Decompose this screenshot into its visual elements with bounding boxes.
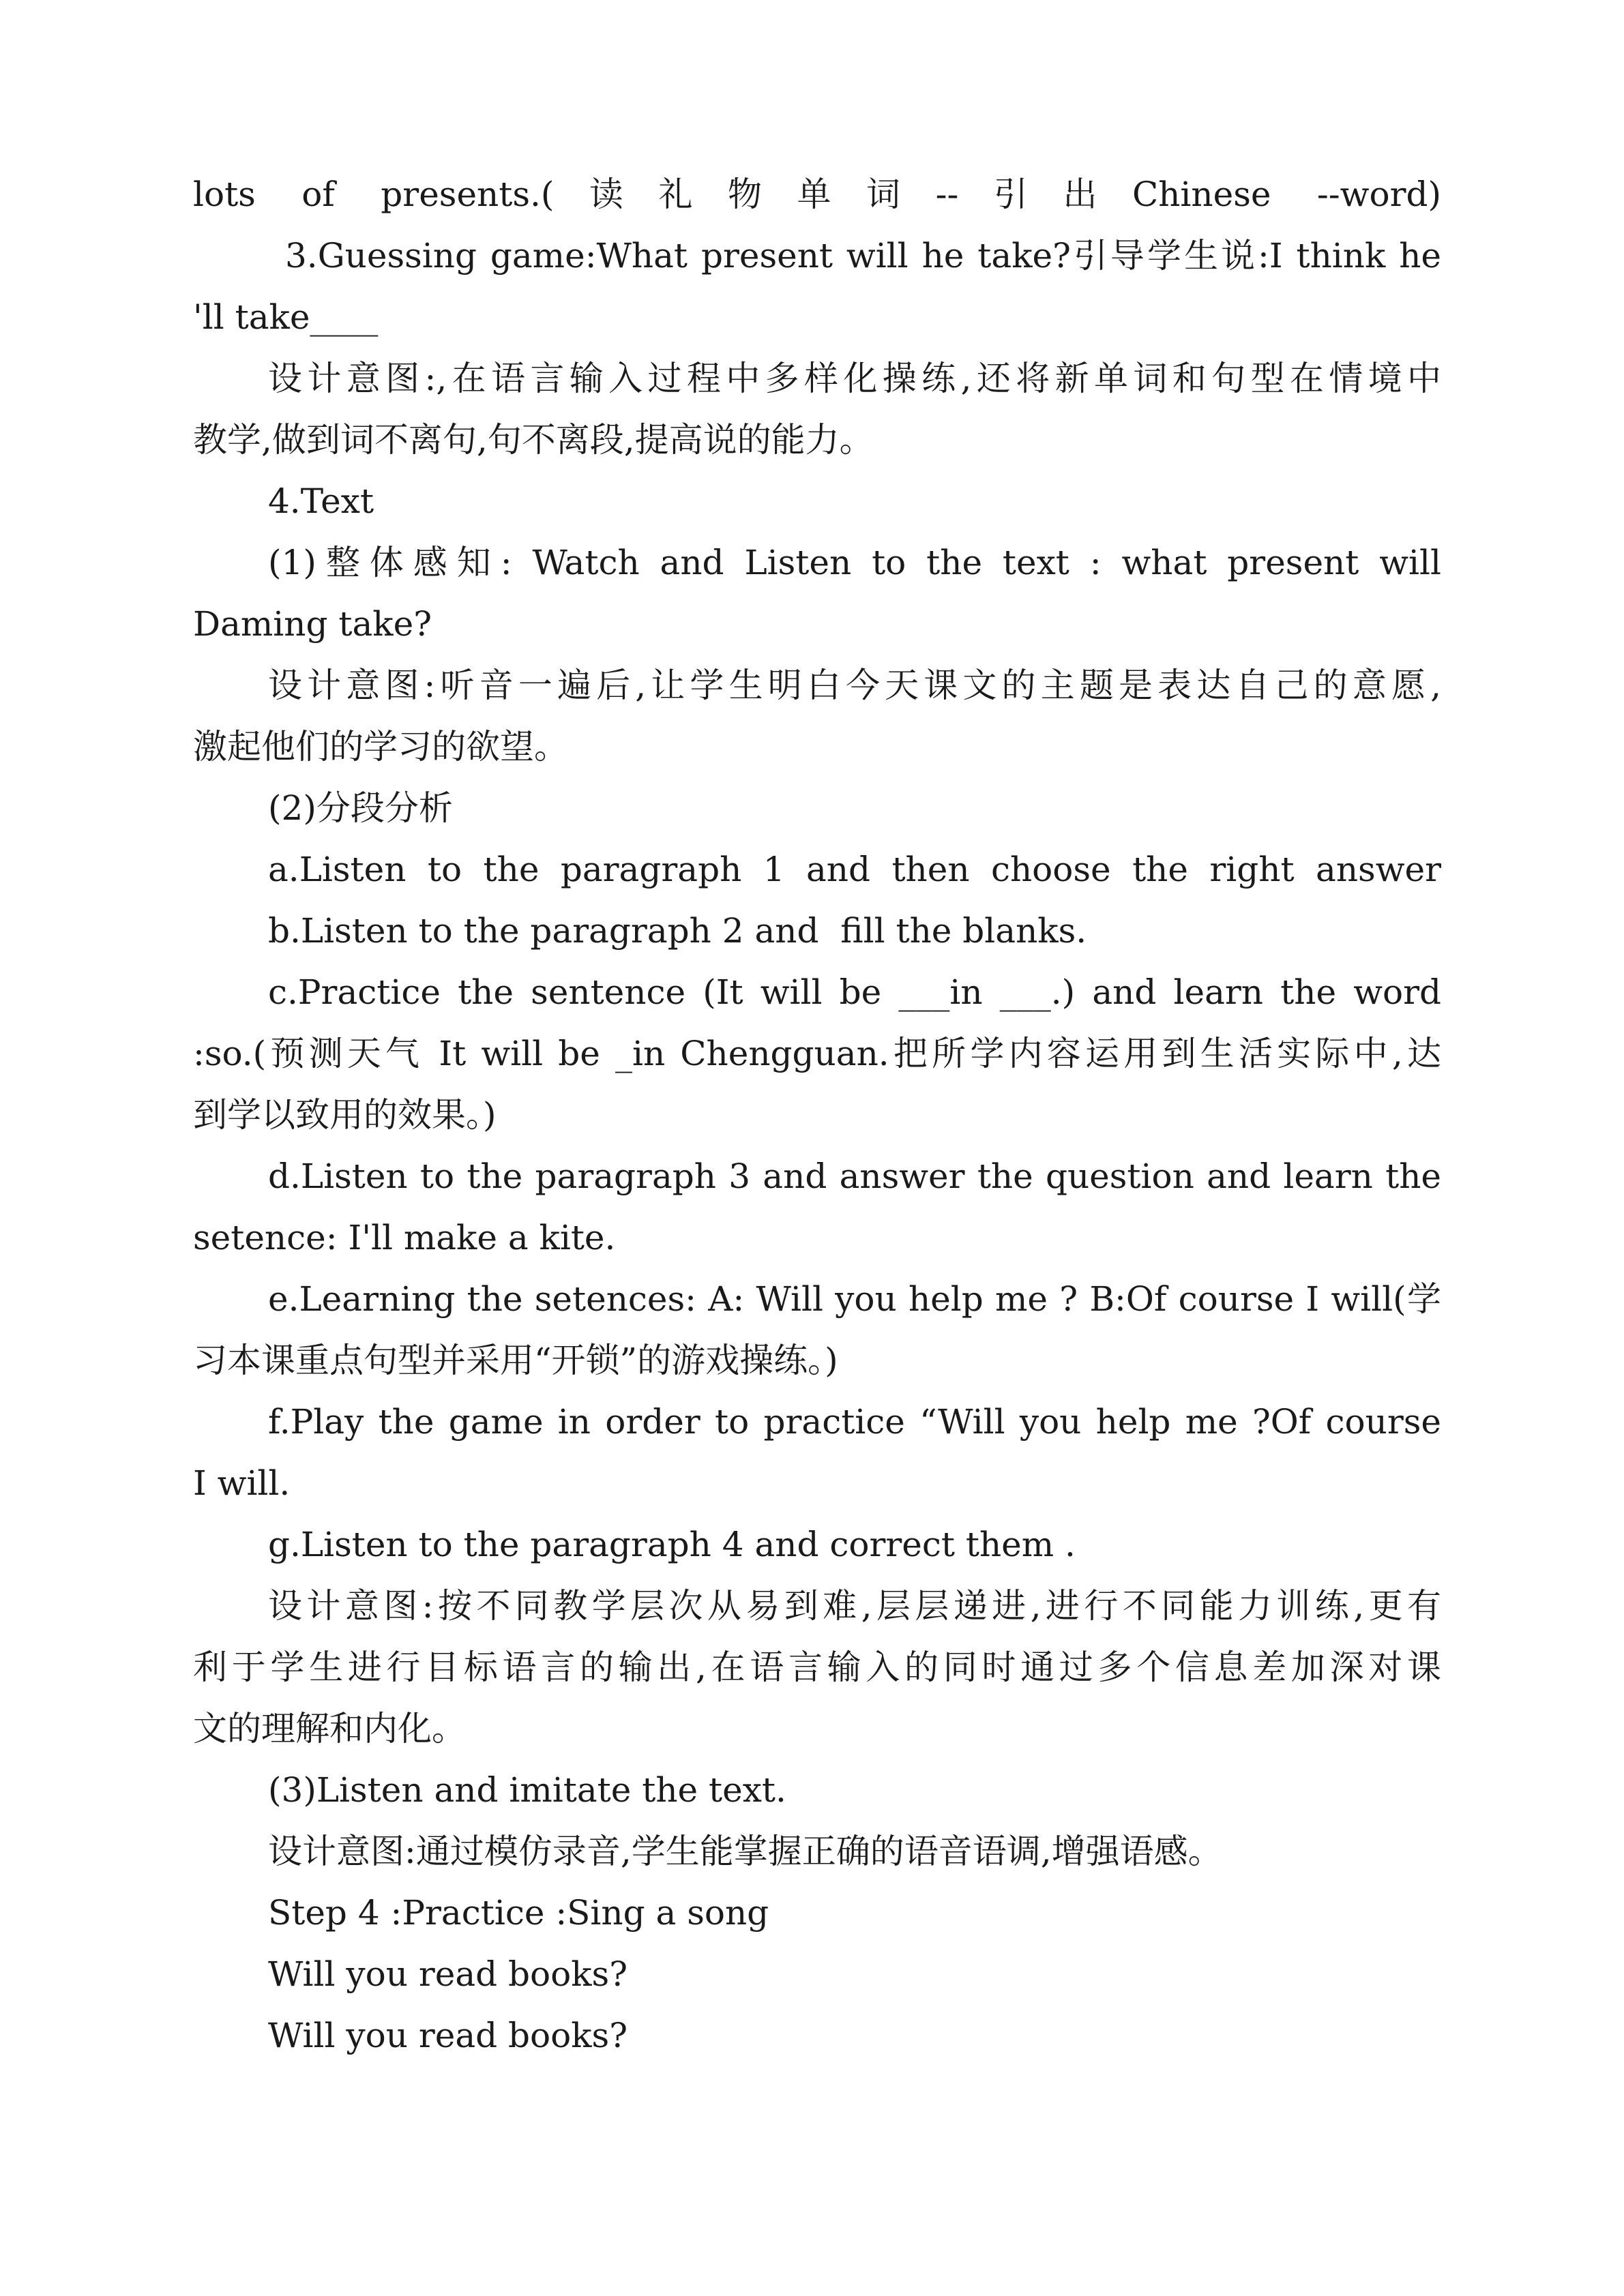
text-line: Step 4 :Practice :Sing a song [268, 1893, 769, 1933]
text-line: g.Listen to the paragraph 4 and correct them . [268, 1525, 1076, 1564]
text-line: 设计意图:通过模仿录音,学生能掌握正确的语音语调,增强语感。 [268, 1832, 1222, 1871]
text-line: 教学,做到词不离句,句不离段,提高说的能力。 [193, 420, 874, 460]
text-line: 3.Guessing game:What present will he take?引导学生说:I think he [285, 236, 1441, 275]
text-line: 激起他们的学习的欲望。 [193, 727, 568, 766]
text-line: c.Practice the sentence (It will be ___in ___.) and learn the word [268, 972, 1441, 1012]
text-line: 文的理解和内化。 [193, 1709, 466, 1748]
text-line: 设计意图:听音一遍后,让学生明白今天课文的主题是表达自己的意愿, [268, 666, 1441, 705]
text-line: setence: I'll make a kite. [193, 1218, 616, 1257]
text-line: a.Listen to the paragraph 1 and then choose the right answer [268, 850, 1441, 889]
text-line: Daming take? [193, 604, 432, 644]
text-line: 到学以致用的效果。) [193, 1095, 497, 1135]
text-line: 设计意图:按不同教学层次从易到难,层层递进,进行不同能力训练,更有 [268, 1586, 1441, 1626]
text-line: 4.Text [268, 481, 374, 521]
text-line: 利于学生进行目标语言的输出,在语言输入的同时通过多个信息差加深对课 [193, 1648, 1441, 1687]
text-line: 设计意图:,在语言输入过程中多样化操练,还将新单词和句型在情境中 [268, 359, 1441, 398]
text-line: 'll take____ [193, 297, 379, 337]
text-line: b.Listen to the paragraph 2 and fill the blanks. [268, 911, 1087, 951]
text-line: e.Learning the setences: A: Will you help me ? B:Of course I will(学 [268, 1279, 1441, 1319]
text-line: (2)分段分析 [268, 788, 453, 828]
text-line: (1)整体感知: Watch and Listen to the text : what present will [268, 543, 1441, 582]
text-line: f.Play the game in order to practice “Will you help me ?Of course [268, 1402, 1441, 1442]
text-line: Will you read books? [268, 2016, 628, 2055]
text-line: :so.(预测天气 It will be _in Chengguan.把所学内容运用到生活实际中,达 [193, 1034, 1441, 1073]
text-line: 习本课重点句型并采用“开锁”的游戏操练。) [193, 1341, 838, 1380]
text-line: lots of presents.(读礼物单词--引出Chinese --word) [193, 175, 1441, 214]
text-line: I will. [193, 1463, 291, 1503]
text-line: Will you read books? [268, 1954, 628, 1994]
text-line: d.Listen to the paragraph 3 and answer the question and learn the [268, 1157, 1441, 1196]
text-line: (3)Listen and imitate the text. [268, 1770, 786, 1810]
